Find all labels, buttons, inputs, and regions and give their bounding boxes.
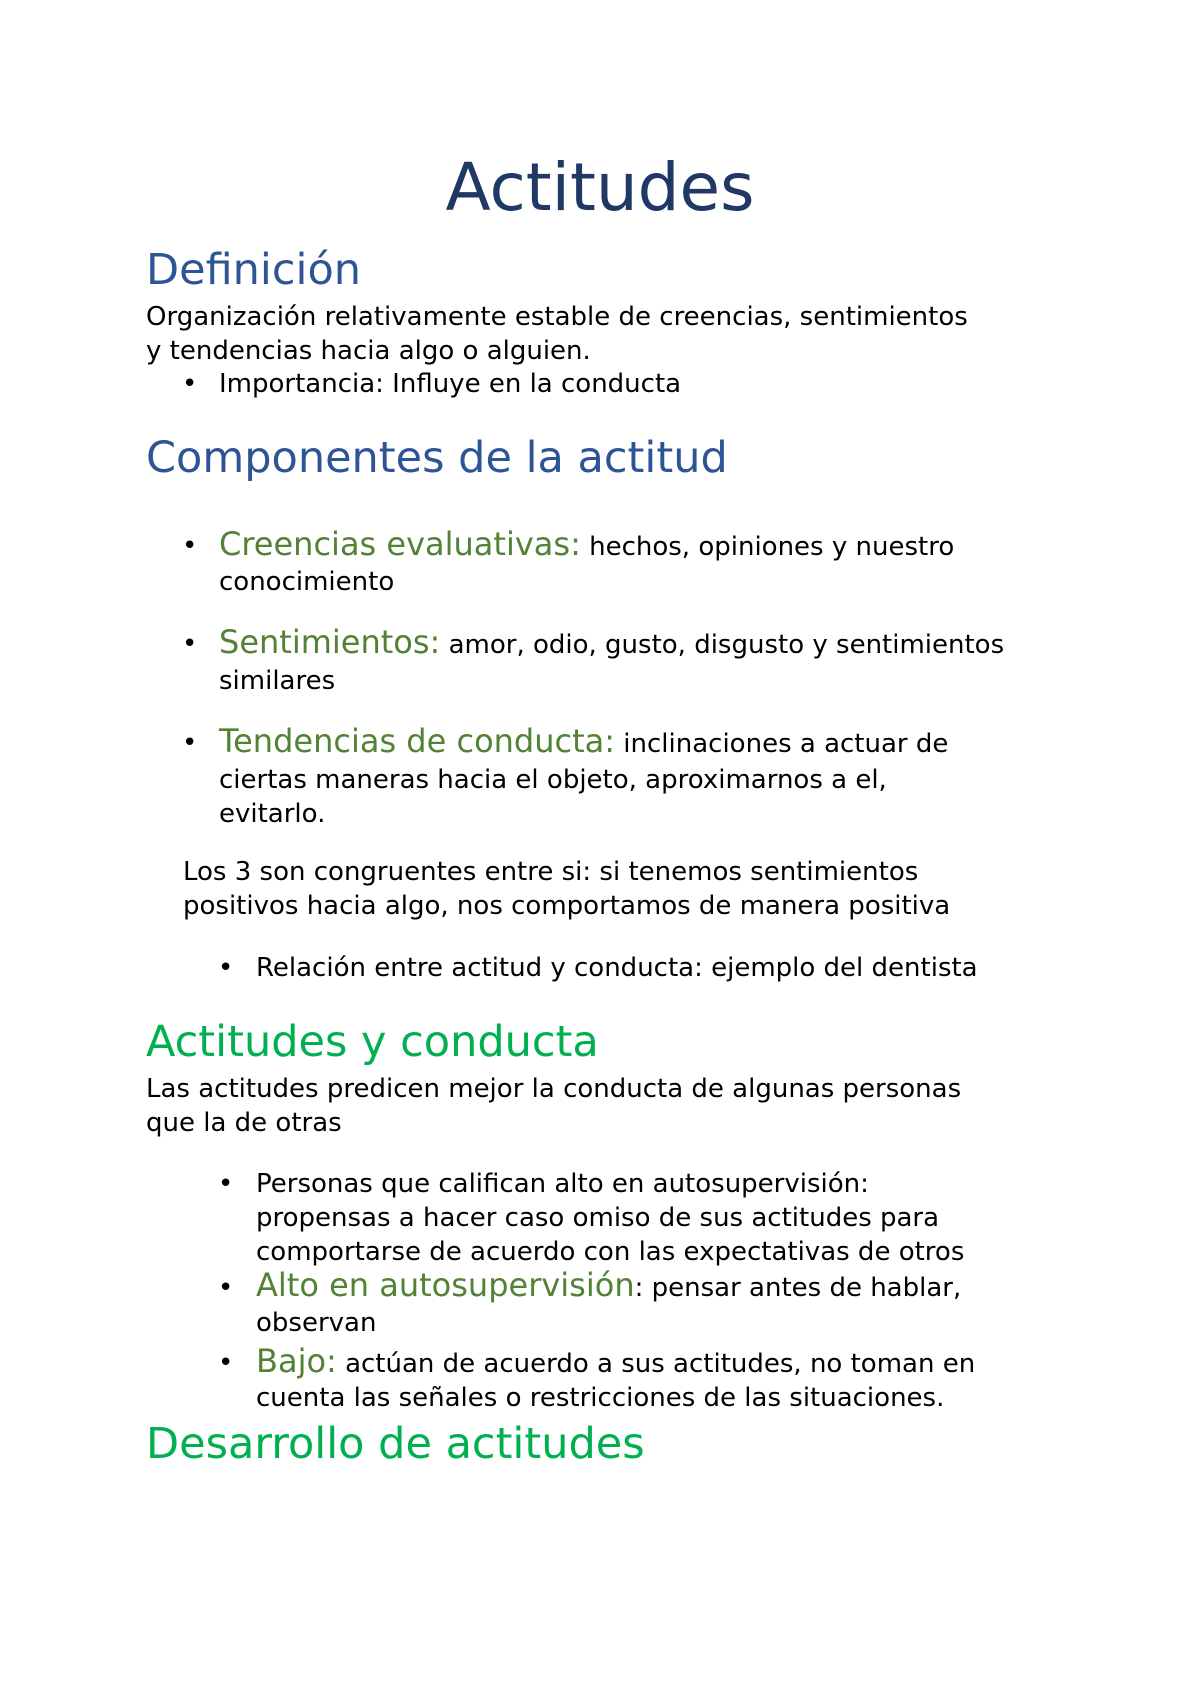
conducta-item-alto: [256, 1268, 961, 1305]
bullet-marker: •: [218, 953, 234, 983]
componente-item-tendencias: [219, 724, 948, 761]
definicion-text-line1: Organización relativamente estable de creencias, sentimientos: [146, 302, 968, 332]
componentes-paragraph-line2: positivos hacia algo, nos comportamos de manera positiva: [183, 891, 951, 921]
conducta-label: Alto en autosupervisión: [256, 1266, 635, 1304]
conducta-desc: : pensar antes de hablar,: [634, 1273, 962, 1303]
componente-desc-line2: ciertas maneras hacia el objeto, aproximarnos a el,: [219, 765, 887, 795]
componente-label: Tendencias de conducta:: [219, 722, 616, 760]
conducta-item-bajo: [256, 1344, 975, 1381]
conducta-desc: actúan de acuerdo a sus actitudes, no toman en: [336, 1349, 976, 1379]
componente-desc: amor, odio, gusto, disgusto y sentimientos: [440, 630, 1005, 660]
definicion-text-line2: y tendencias hacia algo o alguien.: [146, 336, 591, 366]
actitudes-conducta-text-line2: que la de otras: [146, 1108, 342, 1138]
actitudes-conducta-text-line1: Las actitudes predicen mejor la conducta de algunas personas: [146, 1074, 962, 1104]
componente-item-sentimientos: [219, 625, 1004, 662]
heading-componentes: Componentes de la actitud: [146, 433, 728, 483]
bullet-marker: •: [182, 728, 198, 758]
conducta-item-1-line2: propensas a hacer caso omiso de sus actitudes para: [256, 1203, 940, 1233]
bullet-marker: •: [218, 1348, 234, 1378]
componente-desc-line2: similares: [219, 666, 336, 696]
page-title: Actitudes: [445, 149, 755, 226]
heading-actitudes-conducta: Actitudes y conducta: [146, 1017, 599, 1067]
heading-desarrollo: Desarrollo de actitudes: [146, 1419, 645, 1469]
bullet-marker: •: [182, 629, 198, 659]
componente-desc-line2: conocimiento: [219, 567, 395, 597]
componente-label: Creencias evaluativas:: [219, 525, 581, 563]
bullet-marker: •: [182, 531, 198, 561]
conducta-item-1-line3: comportarse de acuerdo con las expectativas de otros: [256, 1237, 965, 1267]
componente-desc: hechos, opiniones y nuestro: [580, 532, 955, 562]
componente-label: Sentimientos:: [219, 623, 441, 661]
definicion-bullet: Importancia: Influye en la conducta: [219, 369, 682, 399]
bullet-marker: •: [218, 1273, 234, 1303]
bullet-marker: •: [182, 369, 198, 399]
componente-desc: inclinaciones a actuar de: [615, 729, 949, 759]
conducta-item-bajo-line2: cuenta las señales o restricciones de las situaciones.: [256, 1383, 945, 1413]
conducta-item-1-line1: Personas que califican alto en autosupervisión:: [256, 1169, 869, 1199]
heading-definicion: Definición: [146, 245, 361, 295]
conducta-item-alto-line2: observan: [256, 1308, 377, 1338]
componentes-bullet: Relación entre actitud y conducta: ejemplo del dentista: [256, 953, 978, 983]
componente-desc-line3: evitarlo.: [219, 799, 326, 829]
componente-item-creencias: [219, 527, 954, 564]
componentes-paragraph-line1: Los 3 son congruentes entre si: si tenemos sentimientos: [183, 857, 919, 887]
bullet-marker: •: [218, 1169, 234, 1199]
conducta-label: Bajo:: [256, 1342, 337, 1380]
